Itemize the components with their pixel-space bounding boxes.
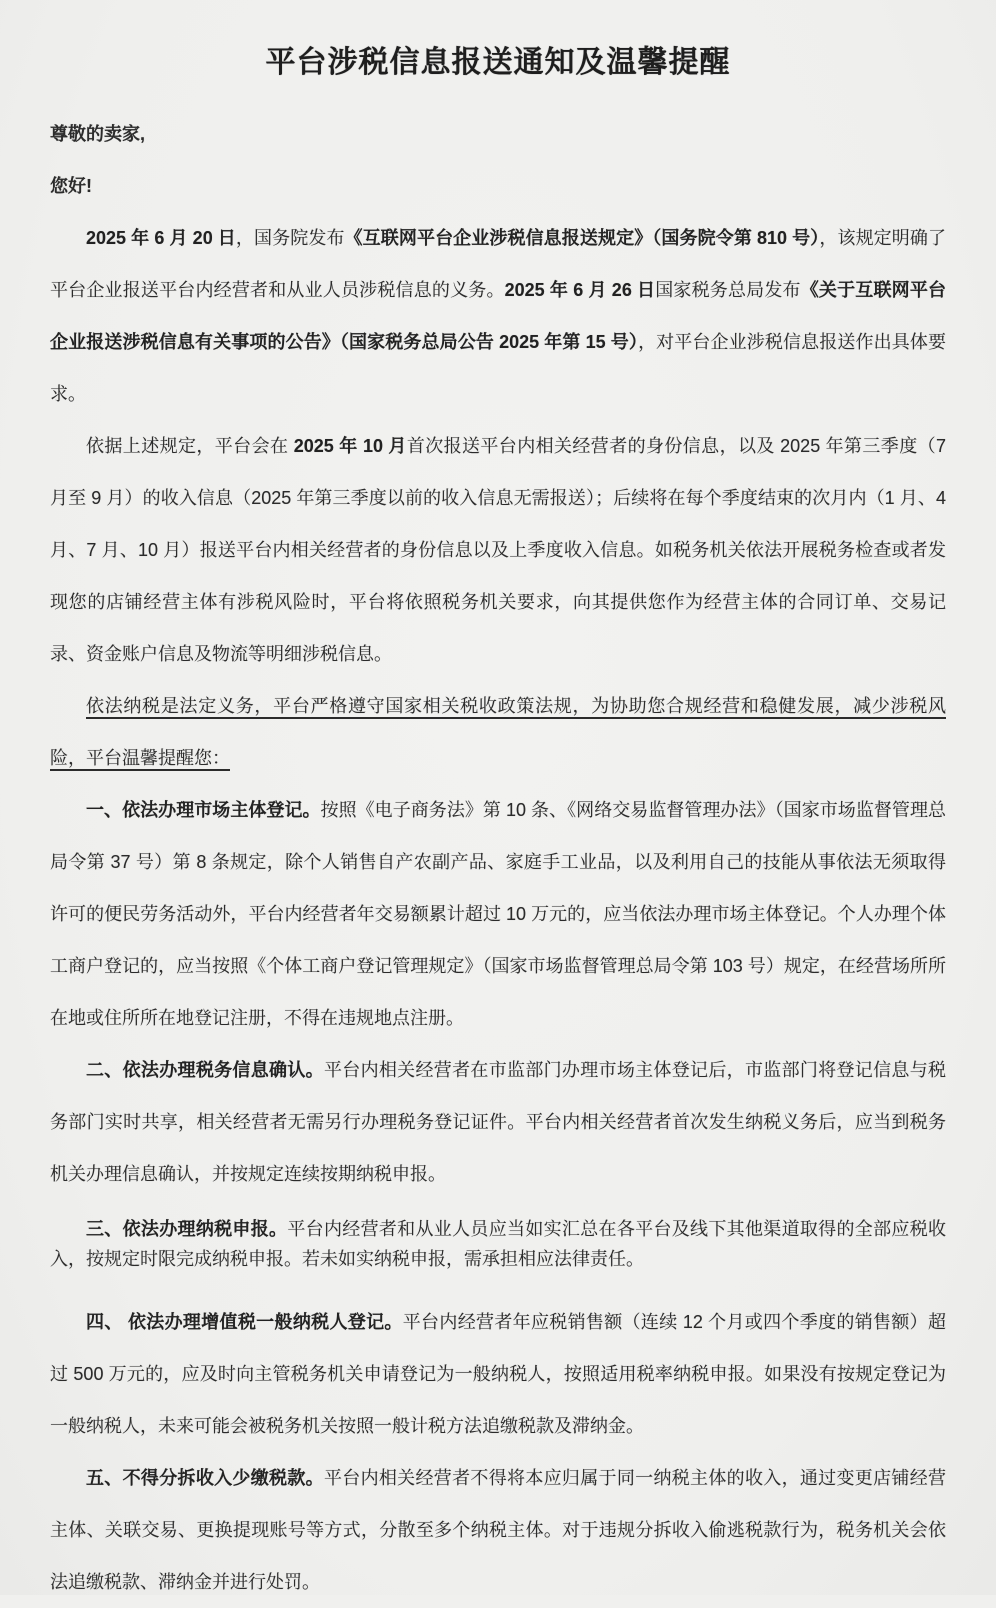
text-run: 依法纳税是法定义务，平台严格遵守国家相关税收政策法规，为协助您合规经营和稳健发展，减少涉税风险，平台温馨提醒您： <box>50 696 946 768</box>
paragraph-regulations-intro <box>50 212 946 420</box>
paragraph-item-2-tax-info-confirmation <box>50 1044 946 1200</box>
bold-text-run: 《互联网平台企业涉税信息报送规定》（国务院令第 810 号） <box>344 228 820 248</box>
text-run: 按照《电子商务法》第 10 条、《网络交易监督管理办法》（国家市场监督管理总局令第 37 号）第 8 条规定，除个人销售自产农副产品、家庭手工业品，以及利用自己的技能从事依法无须取得许可的便民劳务活动外，平台内经营者年交易额累计超过 10 万元的，应当依法办理市场主体登记。个人办理个体工商户登记的，应当按照《个体工商户登记管理规定》（国家市场监督管理总局令第 103 号）规定，在经营场所所在地或住所所在地登记注册，不得在违规地点注册。 <box>50 800 947 1028</box>
text-run: ，对平台企业涉税信息报送作出具体要求。 <box>50 332 946 404</box>
salutation: 尊敬的卖家, <box>50 124 146 144</box>
bold-text-run: 三、依法办理纳税申报。 <box>86 1219 288 1239</box>
text-run: ，国务院发布 <box>235 228 345 248</box>
bold-text-run: 四、 依法办理增值税一般纳税人登记。 <box>86 1312 403 1332</box>
paragraph-item-4-general-vat-taxpayer <box>50 1296 946 1452</box>
text-run: 首次报送平台内相关经营者的身份信息，以及 2025 年第三季度（7 月至 9 月）的收入信息（2025 年第三季度以前的收入信息无需报送）；后续将在每个季度结束的次月内（1 月、4 月、7 月、10 月）报送平台内相关经营者的身份信息以及上季度收入信息。如税务机关依法开展税务检查或者发现您的店铺经营主体有涉税风险时，平台将依照税务机关要求，向其提供您作为经营主体的合同订单、交易记录、资金账户信息及物流等明细涉税信息。 <box>50 436 946 664</box>
text-run: 平台内经营者和从业人员应当如实汇总在各平台及线下其他渠道取得的全部应税收入，按规定时限完成纳税申报。若未如实纳税申报，需承担相应法律责任。 <box>50 1219 947 1269</box>
bold-text-run: 二、依法办理税务信息确认。 <box>86 1060 324 1080</box>
text-run: 平台内相关经营者不得将本应归属于同一纳税主体的收入，通过变更店铺经营主体、关联交易、更换提现账号等方式，分散至多个纳税主体。对于违规分拆收入偷逃税款行为，税务机关会依法追缴税款、滞纳金并进行处罚。 <box>50 1468 947 1592</box>
paragraph-item-1-market-entity-registration <box>50 784 946 1044</box>
text-run: 依据上述规定，平台会在 <box>86 436 294 456</box>
paragraph-reporting-schedule <box>50 420 946 680</box>
document-title: 平台涉税信息报送通知及温馨提醒 <box>265 46 731 79</box>
paragraph-reminder-lead <box>50 680 946 784</box>
text-run: ，该规定明确了平台企业报送平台内经营者和从业人员涉税信息的义务。 <box>50 228 946 300</box>
text-run: 平台内相关经营者在市监部门办理市场主体登记后，市监部门将登记信息与税务部门实时共享，相关经营者无需另行办理税务登记证件。平台内相关经营者首次发生纳税义务后，应当到税务机关办理信息确认，并按规定连续按期纳税申报。 <box>50 1060 947 1184</box>
bold-text-run: 2025 年 10 月 <box>293 436 407 456</box>
text-run: 平台内经营者年应税销售额（连续 12 个月或四个季度的销售额）超过 500 万元的，应及时向主管税务机关申请登记为一般纳税人，按照适用税率纳税申报。如果没有按规定登记为一般纳税人，未来可能会被税务机关按照一般计税方法追缴税款及滞纳金。 <box>50 1312 946 1436</box>
bold-text-run: 五、不得分拆收入少缴税款。 <box>86 1468 324 1488</box>
bold-text-run: 2025 年 6 月 20 日 <box>86 228 236 248</box>
bold-text-run: 一、依法办理市场主体登记。 <box>86 800 321 820</box>
paragraph-item-3-tax-declaration <box>50 1214 946 1274</box>
bold-text-run: 2025 年 6 月 26 日 <box>504 280 656 300</box>
bold-text-run: 《关于互联网平台企业报送涉税信息有关事项的公告》（国家税务总局公告 2025 年第 15 号） <box>50 280 947 352</box>
text-run: 国家税务总局发布 <box>655 280 801 300</box>
paragraph-item-5-no-income-splitting <box>50 1452 946 1608</box>
greeting: 您好! <box>50 176 92 196</box>
